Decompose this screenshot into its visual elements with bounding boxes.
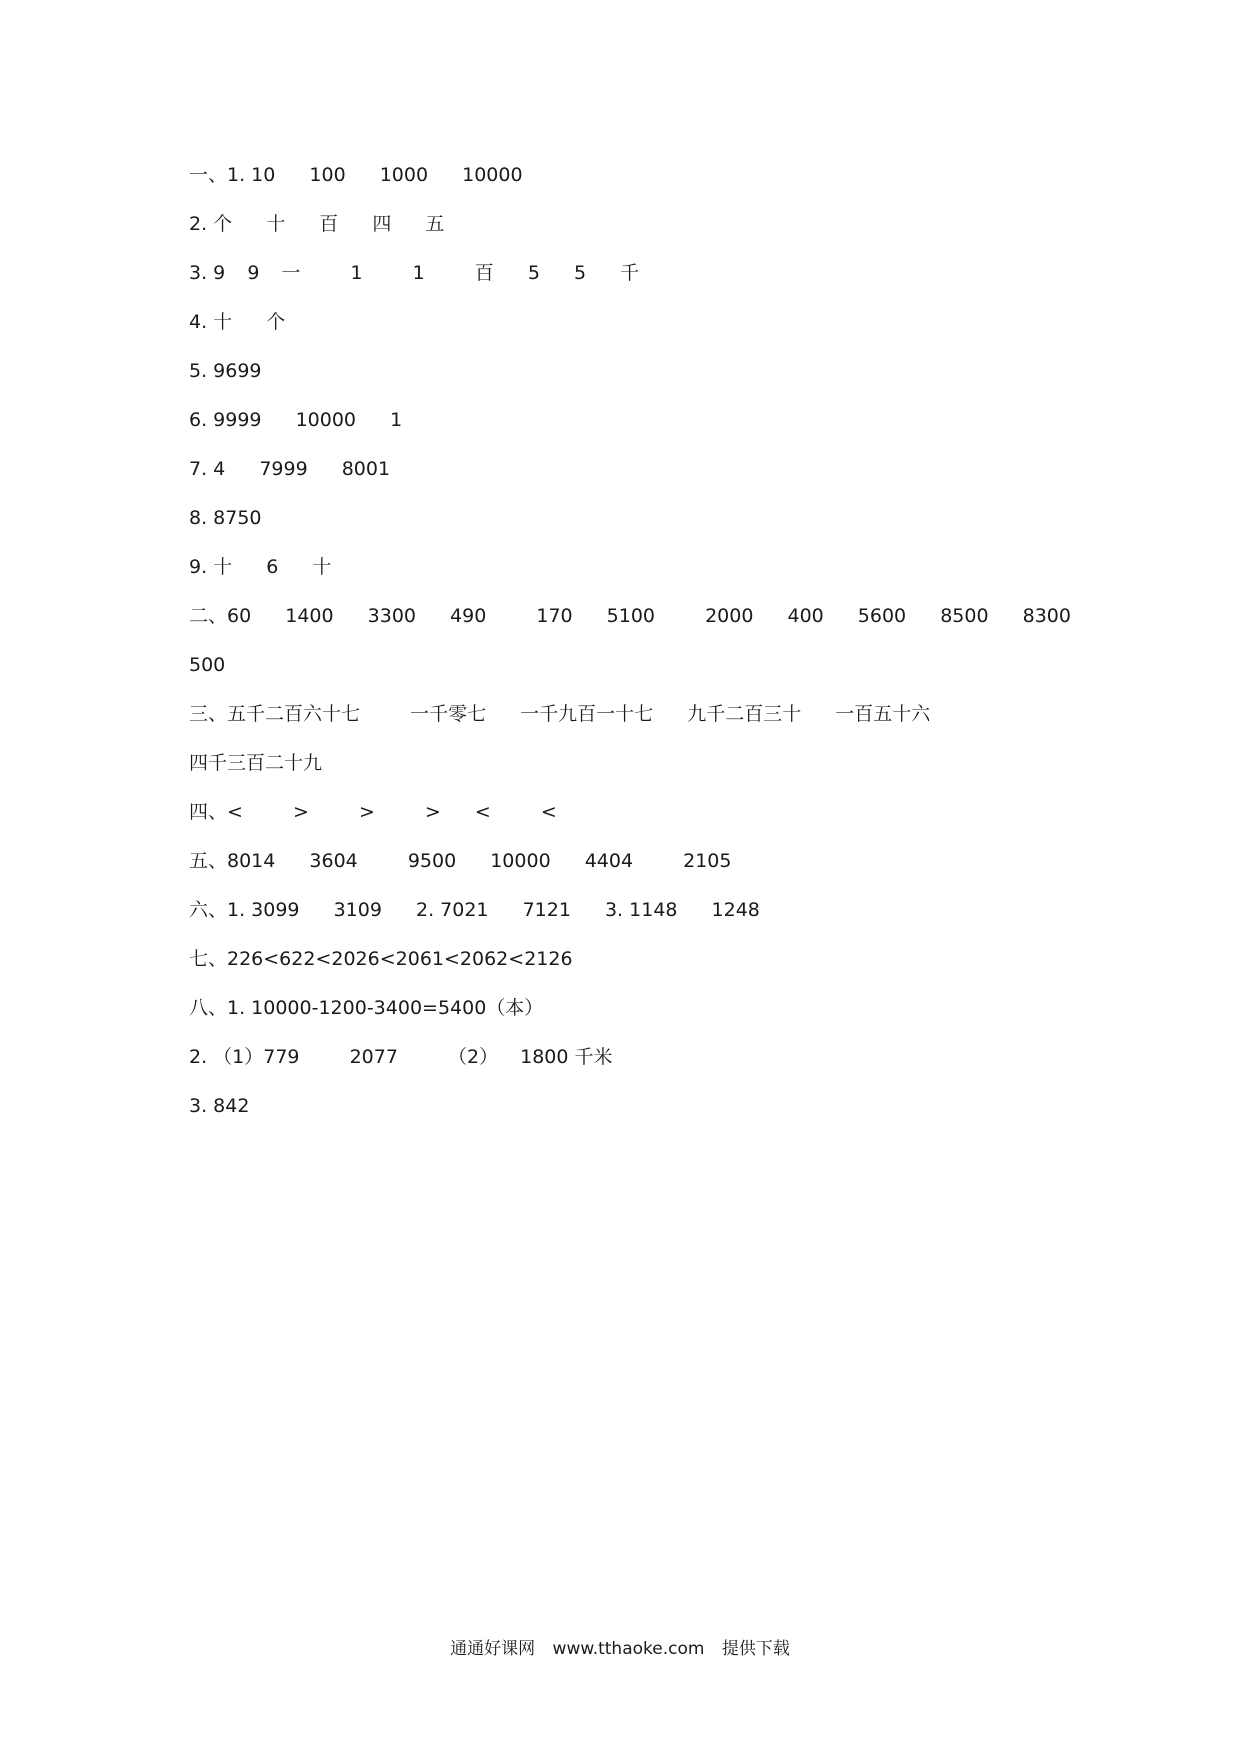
answer-item: 400 xyxy=(787,605,824,627)
answer-item: 3109 xyxy=(333,899,382,921)
answer-line-10 xyxy=(189,599,1089,648)
answer-line-1 xyxy=(189,158,1089,207)
answer-line-20 xyxy=(189,1089,1089,1138)
answer-item: 1 xyxy=(350,262,363,284)
answer-item: < xyxy=(540,801,557,823)
answer-line-2 xyxy=(189,207,1089,256)
answer-item: 一 xyxy=(281,262,301,284)
answer-line-12 xyxy=(189,697,1089,746)
answer-item: 百 xyxy=(474,262,494,284)
answer-line-14 xyxy=(189,795,1089,844)
answer-label: 4. 十 xyxy=(189,311,233,333)
answer-line-15 xyxy=(189,844,1089,893)
answer-label: 三、五千二百六十七 xyxy=(189,703,361,725)
answer-label: 六、1. 3099 xyxy=(189,899,300,921)
answer-label: 6. 9999 xyxy=(189,409,262,431)
answer-item: 6 xyxy=(266,556,279,578)
answer-line-4 xyxy=(189,305,1089,354)
footer xyxy=(0,1634,1240,1659)
answer-item: 九千二百三十 xyxy=(687,703,802,725)
answer-line-19 xyxy=(189,1040,1089,1089)
footer-site-name: 通通好课网 xyxy=(450,1639,536,1659)
answer-label: 四千三百二十九 xyxy=(189,752,323,774)
answer-item: 4404 xyxy=(584,850,634,872)
answer-label: 八、1. 10000-1200-3400=5400（本） xyxy=(189,997,544,1019)
answer-item: 1400 xyxy=(285,605,334,627)
answer-item: 2. 7021 xyxy=(415,899,489,921)
answer-line-18 xyxy=(189,991,1089,1040)
answer-label: 9. 十 xyxy=(189,556,233,578)
answer-item: 一千九百一十七 xyxy=(520,703,654,725)
answer-list xyxy=(189,158,1089,1138)
answer-line-6 xyxy=(189,403,1089,452)
answer-label: 七、226<622<2026<2061<2062<2126 xyxy=(189,948,573,970)
answer-line-11 xyxy=(189,648,1089,697)
answer-item: 8500 xyxy=(940,605,989,627)
answer-item: 490 xyxy=(450,605,487,627)
answer-item: 1 xyxy=(390,409,403,431)
answer-item: 100 xyxy=(309,164,346,186)
answer-line-16 xyxy=(189,893,1089,942)
answer-label: 2. 个 xyxy=(189,213,233,235)
answer-item: 千 xyxy=(620,262,640,284)
answer-item: 1 xyxy=(412,262,425,284)
answer-label: 3. 9 xyxy=(189,262,226,284)
answer-item: 个 xyxy=(266,311,286,333)
answer-item: 7999 xyxy=(259,458,308,480)
answer-item: 3300 xyxy=(367,605,416,627)
answer-item: 5 xyxy=(527,262,540,284)
answer-line-13 xyxy=(189,746,1089,795)
footer-suffix: 提供下载 xyxy=(721,1639,790,1659)
answer-item: < xyxy=(474,801,491,823)
answer-item: 8001 xyxy=(341,458,391,480)
answer-line-3 xyxy=(189,256,1089,305)
answer-item: 5600 xyxy=(857,605,907,627)
answer-line-5 xyxy=(189,354,1089,403)
answer-item: （2） xyxy=(447,1046,499,1068)
answer-label: 5. 9699 xyxy=(189,360,262,382)
answer-item: 2000 xyxy=(705,605,754,627)
answer-item: 百 xyxy=(319,213,339,235)
answer-item: 十 xyxy=(266,213,286,235)
answer-label: 二、60 xyxy=(189,605,252,627)
answer-line-8 xyxy=(189,501,1089,550)
answer-item: 10000 xyxy=(490,850,551,872)
answer-item: 2077 xyxy=(349,1046,398,1068)
answer-item: 8300 xyxy=(1022,605,1071,627)
answer-label: 五、8014 xyxy=(189,850,276,872)
answer-item: 170 xyxy=(536,605,573,627)
answer-line-7 xyxy=(189,452,1089,501)
answer-item: 3. 1148 xyxy=(604,899,678,921)
answer-label: 500 xyxy=(189,654,226,676)
answer-item: 1248 xyxy=(711,899,760,921)
answer-item: 五 xyxy=(425,213,445,235)
answer-label: 8. 8750 xyxy=(189,507,262,529)
answer-item: > xyxy=(424,801,441,823)
answer-item: 5 xyxy=(574,262,587,284)
answer-item: 9500 xyxy=(407,850,457,872)
answer-line-17 xyxy=(189,942,1089,991)
answer-item: 7121 xyxy=(522,899,571,921)
footer-url-link[interactable]: www.tthaoke.com xyxy=(552,1639,705,1659)
answer-item: 1800 千米 xyxy=(520,1046,613,1068)
answer-label: 3. 842 xyxy=(189,1095,250,1117)
answer-item: 四 xyxy=(372,213,392,235)
answer-label: 一、1. 10 xyxy=(189,164,276,186)
answer-item: 5100 xyxy=(606,605,656,627)
answer-item: 一千零七 xyxy=(410,703,487,725)
answer-item: 2105 xyxy=(683,850,732,872)
answer-item: 9 xyxy=(247,262,260,284)
answer-item: 10000 xyxy=(295,409,357,431)
answer-line-9 xyxy=(189,550,1089,599)
answer-item: > xyxy=(292,801,309,823)
answer-label: 四、< xyxy=(189,801,243,823)
answer-item: > xyxy=(358,801,375,823)
answer-item: 一百五十六 xyxy=(835,703,931,725)
answer-item: 1000 xyxy=(379,164,429,186)
answer-label: 7. 4 xyxy=(189,458,226,480)
answer-item: 十 xyxy=(312,556,332,578)
answer-label: 2. （1）779 xyxy=(189,1046,300,1068)
answer-item: 10000 xyxy=(462,164,523,186)
answer-item: 3604 xyxy=(309,850,358,872)
